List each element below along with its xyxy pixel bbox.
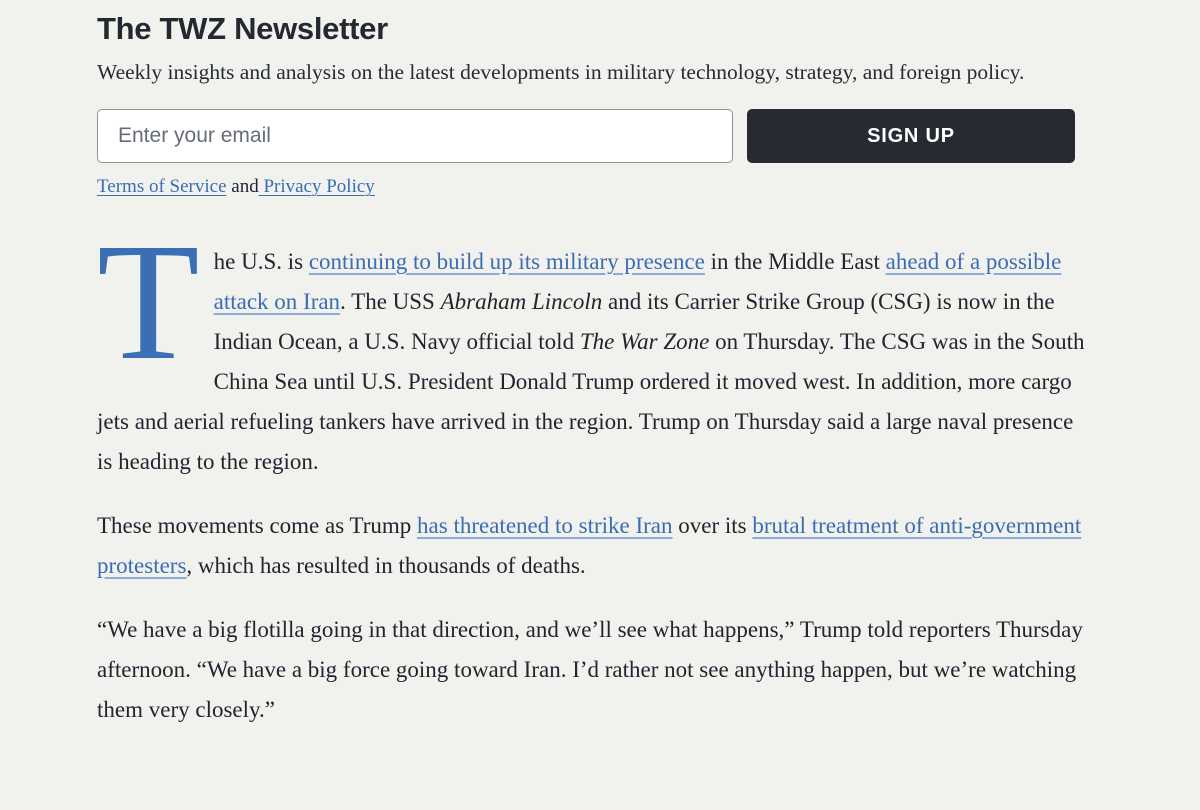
threatened-strike-link[interactable]: has threatened to strike Iran <box>417 513 673 538</box>
ship-name-italic: Abraham Lincoln <box>440 289 603 314</box>
paragraph-text: in the Middle East <box>704 249 886 274</box>
article-paragraph-2 <box>97 506 1087 586</box>
privacy-policy-link[interactable]: Privacy Policy <box>258 176 375 197</box>
military-presence-link[interactable]: continuing to build up its military presence <box>308 249 705 274</box>
newsletter-title: The TWZ Newsletter <box>97 11 388 46</box>
legal-and-text: and <box>226 176 259 197</box>
newsletter-description: Weekly insights and analysis on the latest developments in military technology, strategy, and foreign policy. <box>97 60 1025 84</box>
drop-cap: T <box>97 209 200 395</box>
publication-name-italic: The War Zone <box>579 329 710 354</box>
terms-of-service-link[interactable]: Terms of Service <box>97 176 227 197</box>
paragraph-text: “We have a big flotilla going in that direction, and we’ll see what happens,” Trump told reporters Thursday afternoon. “We have a big force going toward Iran. I’d rather not see anything happen, but we’re watching them very closely.” <box>97 617 1083 722</box>
legal-links <box>97 176 1087 198</box>
article-paragraph-3 <box>97 610 1087 730</box>
paragraph-text: he U.S. is <box>213 249 309 274</box>
paragraph-text: over its <box>672 513 753 538</box>
article-paragraph-1 <box>97 209 1087 482</box>
attack-on-iran-link[interactable]: ahead of a possible attack on Iran <box>213 249 1062 314</box>
protesters-treatment-link[interactable]: brutal treatment of anti-government protesters <box>97 513 1082 578</box>
email-input[interactable] <box>97 109 733 163</box>
article-body <box>97 209 1087 730</box>
paragraph-text: . The USS <box>340 289 441 314</box>
paragraph-text: These movements come as Trump <box>97 513 418 538</box>
newsletter-signup-section <box>97 10 1087 198</box>
paragraph-text: on Thursday. The CSG was in the South China Sea until U.S. President Donald Trump ordered it moved west. In addition, more cargo jets and aerial refueling tankers have arrived in the region. Trump on Thursday said a large naval presence is heading to the region. <box>97 329 1085 474</box>
paragraph-text: and its Carrier Strike Group (CSG) is now in the Indian Ocean, a U.S. Navy official told <box>213 289 1055 354</box>
signup-form <box>97 109 1075 163</box>
signup-button[interactable]: SIGN UP <box>747 109 1075 163</box>
paragraph-text: , which has resulted in thousands of deaths. <box>186 553 586 578</box>
